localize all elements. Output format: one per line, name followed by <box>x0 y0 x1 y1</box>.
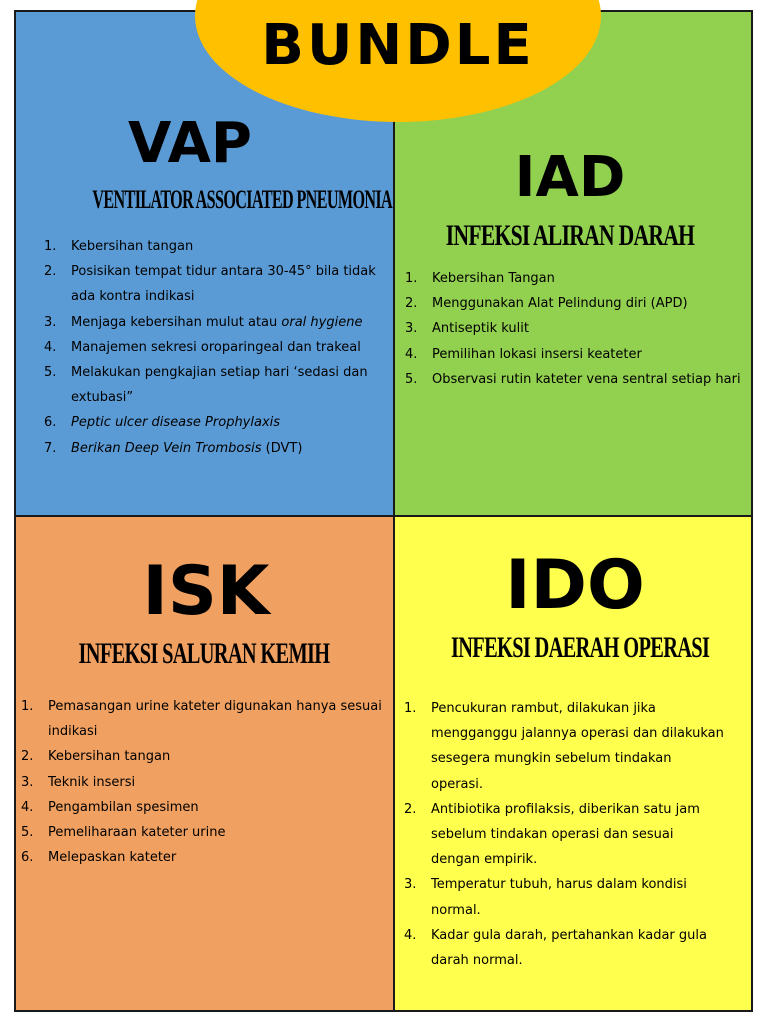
list-item: 2. Antibiotika profilaksis, diberikan satu jam sebelum tindakan operasi dan sesuai dengan empirik. <box>404 801 700 868</box>
isk-abbreviation: ISK <box>142 552 270 631</box>
ido-subtitle: INFEKSI DAERAH OPERASI <box>451 631 710 664</box>
list-item: 3. Menjaga kebersihan mulut atau oral hygiene <box>44 314 363 330</box>
list-item: 4. Kadar gula darah, pertahankan kadar gula darah normal. <box>404 927 707 969</box>
iad-subtitle: INFEKSI ALIRAN DARAH <box>445 219 695 252</box>
poster-title: BUNDLE <box>261 13 535 78</box>
list-item: 5. Melakukan pengkajian setiap hari ‘sedasi dan extubasi” <box>44 365 368 406</box>
isk-subtitle: INFEKSI SALURAN KEMIH <box>78 637 330 670</box>
list-item: 1. Kebersihan Tangan <box>405 271 555 286</box>
list-item: 6. Melepaskan kateter <box>21 850 177 866</box>
list-item: 2. Kebersihan tangan <box>21 749 171 765</box>
list-item: 3. Temperatur tubuh, harus dalam kondisi normal. <box>404 877 687 918</box>
list-item: 5. Observasi rutin kateter vena sentral setiap hari <box>405 371 741 387</box>
list-item: 3. Antiseptik kulit <box>405 321 529 337</box>
list-item: 1. Kebersihan tangan <box>44 239 194 254</box>
list-item: 5. Pemeliharaan kateter urine <box>21 825 226 841</box>
vap-list <box>44 234 380 461</box>
list-item: 4. Manajemen sekresi oroparingeal dan trakeal <box>44 339 361 355</box>
list-item: 2. Menggunakan Alat Pelindung diri (APD) <box>405 296 688 312</box>
list-item: 4. Pemilihan lokasi insersi keateter <box>405 346 642 362</box>
list-item: 4. Pengambilan spesimen <box>21 799 199 815</box>
vap-subtitle: VENTILATOR ASSOCIATED PNEUMONIA <box>92 185 393 214</box>
list-item: 2. Posisikan tempat tidur antara 30-45° bila tidak ada kontra indikasi <box>44 264 376 305</box>
ido-list <box>404 696 726 973</box>
list-item: 1. Pencukuran rambut, dilakukan jika mengganggu jalannya operasi dan dilakukan sesegera mungkin sebelum tindakan operasi. <box>404 701 724 792</box>
vap-abbreviation: VAP <box>128 111 252 176</box>
iad-list <box>405 266 750 392</box>
horizontal-divider <box>14 515 753 517</box>
list-item: 7. Berikan Deep Vein Trombosis (DVT) <box>44 440 303 456</box>
list-item: 1. Pemasangan urine kateter digunakan hanya sesuai indikasi <box>21 699 382 740</box>
list-item: 6. Peptic ulcer disease Prophylaxis <box>44 415 281 431</box>
list-item: 3. Teknik insersi <box>21 774 136 790</box>
vertical-divider <box>393 10 395 1012</box>
isk-list <box>21 694 383 870</box>
iad-abbreviation: IAD <box>514 145 626 210</box>
ido-abbreviation: IDO <box>505 546 645 625</box>
